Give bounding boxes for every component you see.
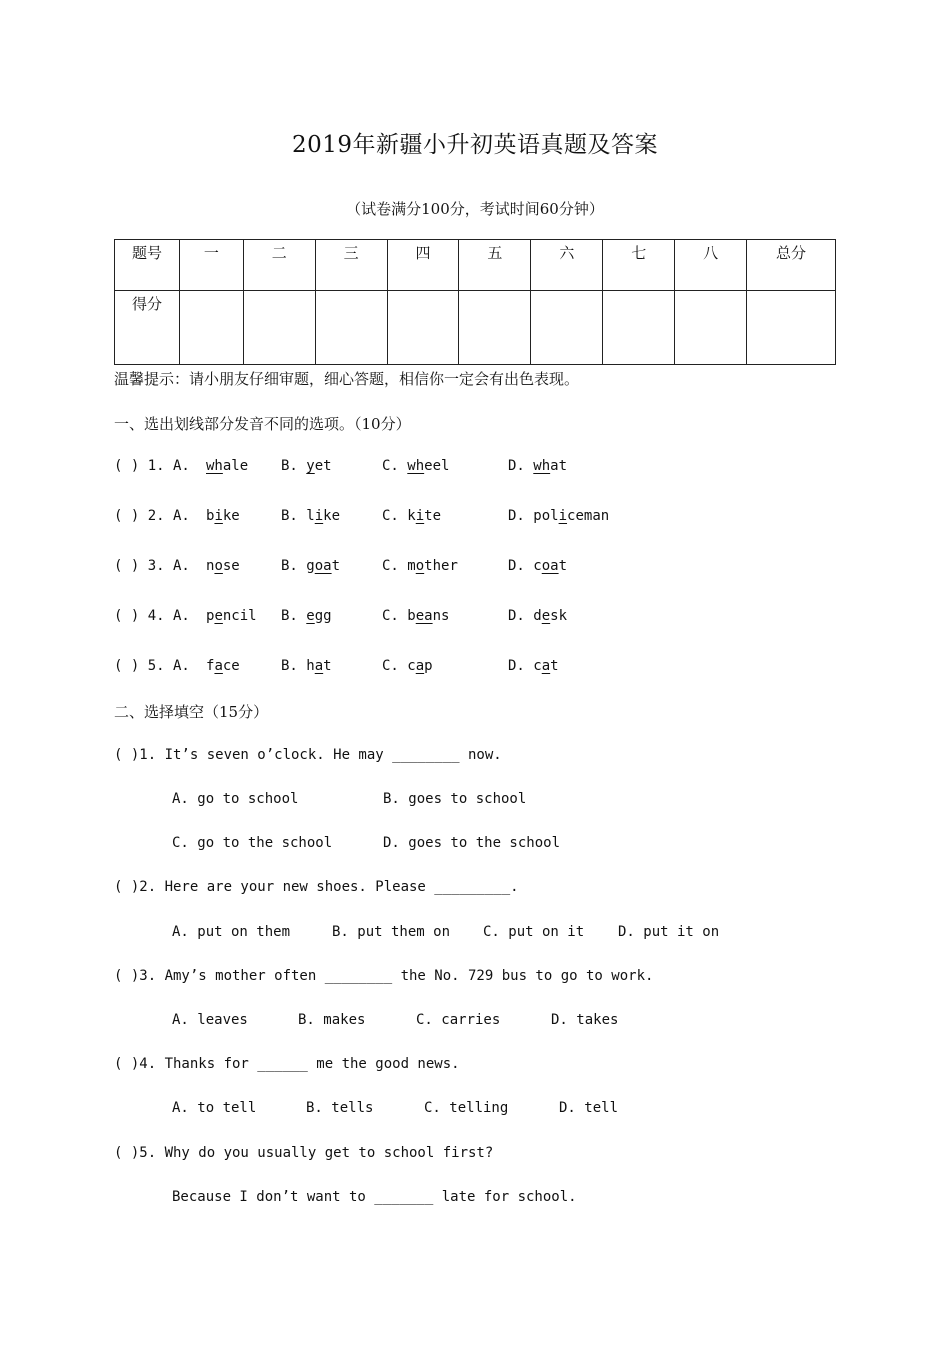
option-label: B. [281, 508, 298, 524]
question-number: ( ) 1. A. [114, 458, 190, 474]
option-label: B. [281, 458, 298, 474]
header-cell: 六 [531, 240, 603, 291]
word-part: b [206, 508, 215, 524]
underlined-letters: wh [206, 458, 223, 474]
option-b: B. tells [306, 1100, 374, 1116]
question-number: ( ) 3. A. [114, 558, 190, 574]
word-part: g [306, 558, 315, 574]
header-cell: 二 [243, 240, 315, 291]
underlined-letters: y [306, 458, 315, 474]
section2-heading: 二、选择填空（15分） [114, 703, 269, 721]
option-a [206, 658, 240, 674]
word-part: ce [222, 658, 240, 674]
underlined-letters: o [415, 558, 425, 574]
header-cell: 七 [603, 240, 675, 291]
underlined-letters: a [214, 658, 223, 674]
score-cell [603, 291, 675, 365]
underlined-letters: oa [541, 558, 559, 574]
option-b [281, 558, 340, 574]
option-b: B. makes [298, 1012, 366, 1028]
word-part: at [550, 458, 568, 474]
option-d [508, 458, 567, 474]
question-stem: ( )1. It’s seven o’clock. He may ________ now. [114, 747, 502, 763]
score-cell [315, 291, 387, 365]
underlined-letters: i [214, 508, 223, 524]
underlined-letters: e [306, 608, 315, 624]
score-cell [675, 291, 747, 365]
word-part: ceman [567, 508, 610, 524]
underlined-letters: a [415, 658, 425, 674]
word-part: te [424, 508, 442, 524]
option-b: B. goes to school [383, 791, 527, 807]
header-cell: 一 [179, 240, 243, 291]
option-a [206, 458, 248, 474]
word-part: k [407, 508, 416, 524]
underlined-letters: a [541, 658, 551, 674]
question-number: ( ) 5. A. [114, 658, 190, 674]
option-d: D. goes to the school [383, 835, 561, 851]
score-cell [387, 291, 459, 365]
word-part: h [306, 658, 315, 674]
word-part: n [206, 558, 215, 574]
question-number: ( ) 4. A. [114, 608, 190, 624]
option-label: D. [508, 558, 525, 574]
section1-heading: 一、选出划线部分发音不同的选项。（10分） [114, 415, 411, 433]
underlined-letters: wh [407, 458, 425, 474]
option-d [508, 608, 567, 624]
option-a: A. go to school [172, 791, 299, 807]
word-part: t [331, 558, 341, 574]
option-c [382, 608, 449, 624]
underlined-letters: a [314, 658, 324, 674]
option-a: A. leaves [172, 1012, 248, 1028]
word-part: se [222, 558, 240, 574]
word-part: f [206, 658, 215, 674]
option-d: D. takes [551, 1012, 619, 1028]
score-table [114, 239, 836, 365]
option-d: D. put it on [618, 924, 720, 940]
word-part: d [533, 608, 542, 624]
word-part: ke [222, 508, 240, 524]
tip-text: 温馨提示：请小朋友仔细审题，细心答题，相信你一定会有出色表现。 [114, 370, 580, 388]
word-part: eel [424, 458, 450, 474]
underlined-letters: i [415, 508, 425, 524]
option-d [508, 508, 609, 524]
word-part: ncil [222, 608, 257, 624]
word-part: p [206, 608, 215, 624]
word-part: ther [424, 558, 458, 574]
score-label-cell: 得分 [115, 291, 180, 365]
underlined-letters: o [214, 558, 223, 574]
word-part: sk [550, 608, 568, 624]
score-cell [179, 291, 243, 365]
word-part: p [424, 658, 433, 674]
option-label: C. [382, 608, 399, 624]
word-part: t [558, 558, 568, 574]
option-b [281, 508, 340, 524]
score-table-header-row [115, 240, 836, 291]
option-label: C. [382, 558, 399, 574]
question-stem: ( )4. Thanks for ______ me the good news. [114, 1056, 460, 1072]
option-label: C. [382, 508, 399, 524]
header-cell: 三 [315, 240, 387, 291]
underlined-letters: e [214, 608, 223, 624]
option-label: B. [281, 608, 298, 624]
question-stem: ( )2. Here are your new shoes. Please _________. [114, 879, 519, 895]
header-cell: 五 [459, 240, 531, 291]
word-part: t [550, 658, 559, 674]
underlined-letters: oa [314, 558, 332, 574]
option-b: B. put them on [332, 924, 451, 940]
word-part: gg [314, 608, 332, 624]
score-table-score-row [115, 291, 836, 365]
option-a [206, 608, 257, 624]
underlined-letters: wh [533, 458, 551, 474]
header-cell: 题号 [115, 240, 180, 291]
option-c: C. put on it [483, 924, 585, 940]
option-label: B. [281, 558, 298, 574]
option-a: A. to tell [172, 1100, 257, 1116]
word-part: t [323, 658, 332, 674]
option-d: D. tell [559, 1100, 619, 1116]
word-part: c [533, 558, 542, 574]
score-cell [531, 291, 603, 365]
option-c [382, 508, 441, 524]
option-label: D. [508, 658, 525, 674]
word-part: c [533, 658, 542, 674]
underlined-letters: e [541, 608, 551, 624]
option-a [206, 508, 240, 524]
word-part: et [314, 458, 332, 474]
option-c [382, 458, 449, 474]
page-title: 2019年新疆小升初英语真题及答案 [291, 132, 659, 158]
option-label: D. [508, 458, 525, 474]
word-part: l [306, 508, 315, 524]
option-c [382, 558, 458, 574]
option-c: C. go to the school [172, 835, 333, 851]
question-continuation: Because I don’t want to _______ late for school. [172, 1189, 577, 1205]
word-part: b [407, 608, 416, 624]
option-a [206, 558, 240, 574]
option-c: C. carries [416, 1012, 501, 1028]
word-part: ns [432, 608, 450, 624]
word-part: c [407, 658, 416, 674]
underlined-letters: ea [415, 608, 433, 624]
option-c [382, 658, 433, 674]
option-a: A. put on them [172, 924, 291, 940]
header-cell: 四 [387, 240, 459, 291]
score-cell [243, 291, 315, 365]
question-stem: ( )5. Why do you usually get to school first? [114, 1145, 494, 1161]
word-part: ke [323, 508, 341, 524]
option-b [281, 458, 332, 474]
header-cell: 八 [675, 240, 747, 291]
option-d [508, 658, 559, 674]
word-part: pol [533, 508, 559, 524]
exam-info: （试卷满分100分，考试时间60分钟） [346, 200, 604, 218]
option-b [281, 658, 332, 674]
option-b [281, 608, 332, 624]
option-label: B. [281, 658, 298, 674]
header-cell: 总分 [747, 240, 836, 291]
underlined-letters: i [558, 508, 568, 524]
word-part: m [407, 558, 416, 574]
underlined-letters: i [314, 508, 324, 524]
question-stem: ( )3. Amy’s mother often ________ the No. 729 bus to go to work. [114, 968, 654, 984]
option-label: C. [382, 658, 399, 674]
option-label: C. [382, 458, 399, 474]
option-label: D. [508, 508, 525, 524]
score-cell [747, 291, 836, 365]
question-number: ( ) 2. A. [114, 508, 190, 524]
score-cell [459, 291, 531, 365]
word-part: ale [222, 458, 249, 474]
option-d [508, 558, 567, 574]
option-c: C. telling [424, 1100, 509, 1116]
option-label: D. [508, 608, 525, 624]
